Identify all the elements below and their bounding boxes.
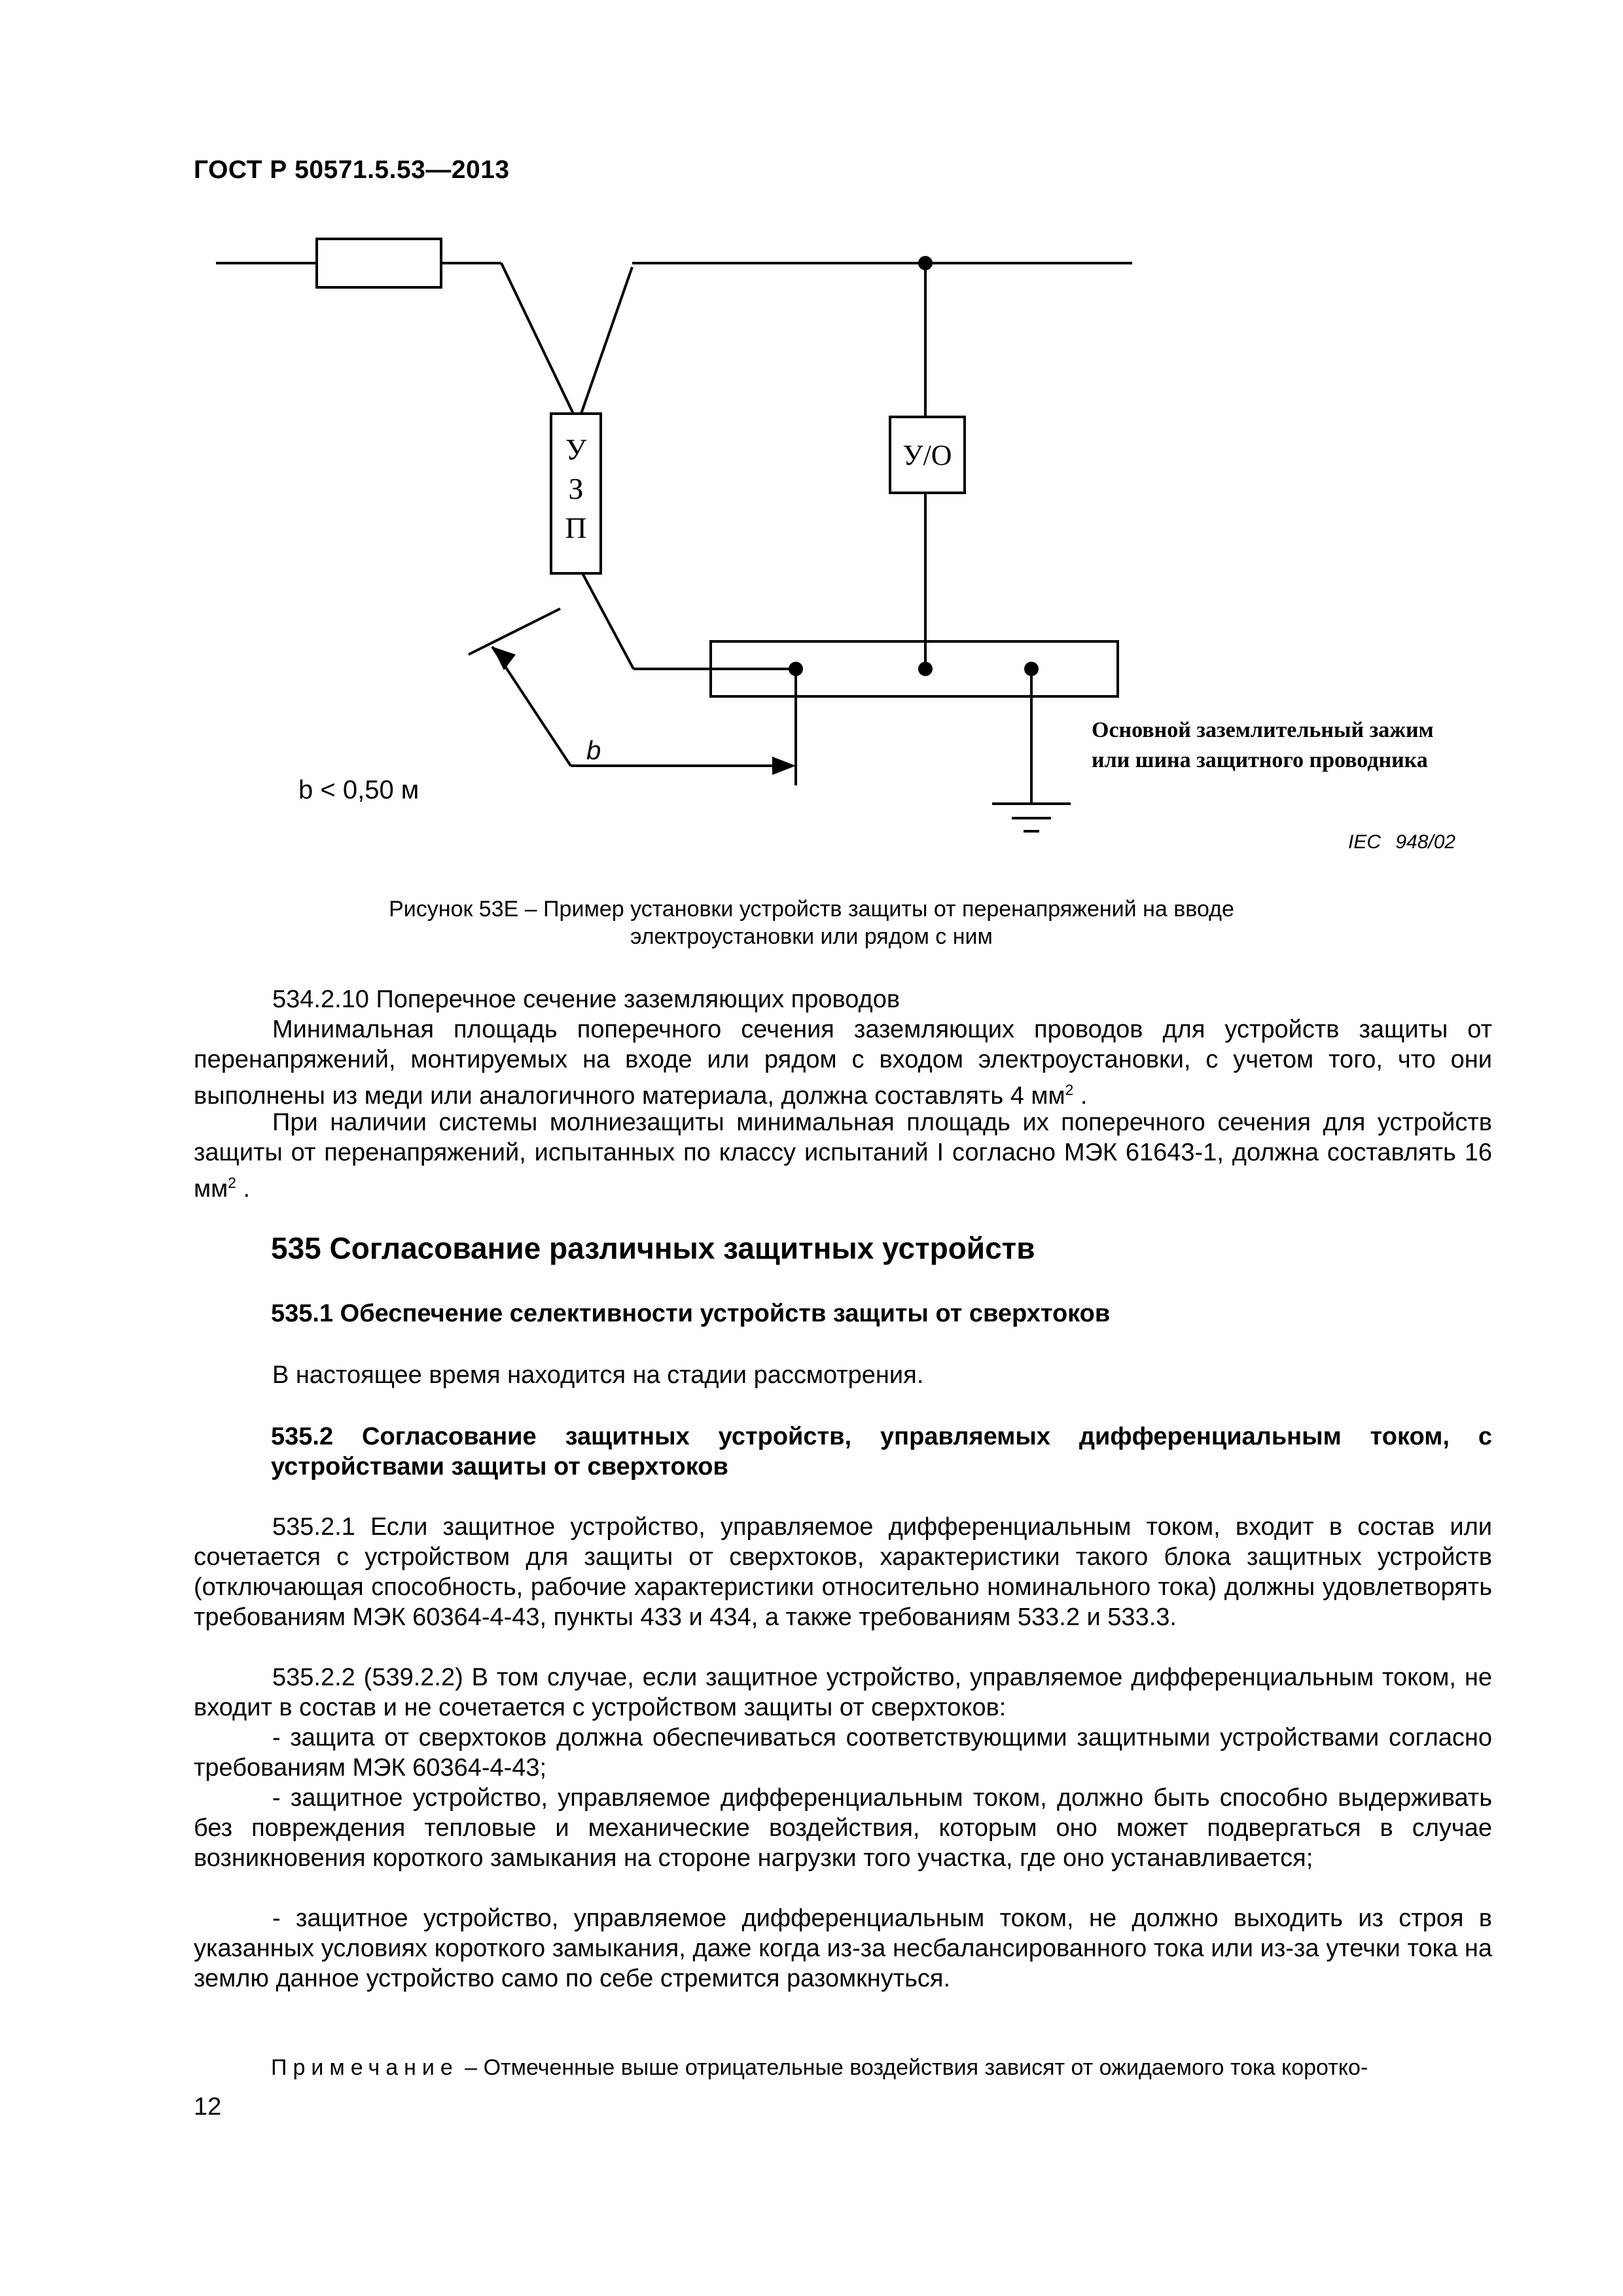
- clause-title-534-2-10: 534.2.10 Поперечное сечение заземляющих проводов: [272, 986, 901, 1013]
- document-id: ГОСТ Р 50571.5.53—2013: [194, 156, 510, 184]
- list-item: - защитное устройство, управляемое дифференциальным током, не должно выходить из строя в указанных условиях короткого замыкания, даже когда из-за несбалансированного тока или из-за утечки тока на землю данное устройство само по себе стремится разомкнуться.: [194, 1905, 1492, 1992]
- subsection-heading-535-1: 535.1 Обеспечение селективности устройств защиты от сверхтоков: [271, 1300, 1111, 1327]
- distance-condition: b < 0,50 м: [298, 776, 419, 804]
- equipment-label: У/О: [902, 439, 952, 471]
- distance-label: b: [586, 736, 601, 765]
- spd-return-line: [581, 267, 632, 414]
- paragraph-535-2-1: 535.2.1 Если защитное устройство, управляемое дифференциальным током, входит в состав или сочетается с устройством для защиты от сверхтоков, характеристики такого блока защитных устройств (отключающая способность, рабочие характеристики относительно номинального тока) должны удовлетворять требованиям МЭК 60364-4-43, пункты 433 и 434, а также требованиям 533.2 и 533.3.: [194, 1513, 1492, 1631]
- note: [271, 2055, 1368, 2081]
- spd-label-2: З: [568, 472, 584, 505]
- terminal-label-line2: или шина защитного проводника: [1092, 748, 1428, 772]
- arrow-head-right: [772, 757, 796, 775]
- spd-feed-line: [501, 263, 573, 414]
- subsection-heading-535-2: 535.2 Согласование защитных устройств, управляемых дифференциальным током, с устройствами защиты от сверхтоков: [271, 1423, 1492, 1480]
- page-number: 12: [194, 2093, 222, 2121]
- spd-installation-diagram: [0, 0, 1623, 903]
- paragraph-534-2-10-p1: Минимальная площадь поперечного сечения заземляющих проводов для устройств защиты от перенапряжений, монтируемых на входе или рядом с входом электроустановки, с учетом того, что они выполнены из меди или аналогичного материала, должна составлять 4 $мм^2$ .: [194, 1016, 1492, 1110]
- fuse-symbol: [317, 239, 441, 287]
- paragraph-534-2-10-p2: При наличии системы молниезащиты минимальная площадь их поперечного сечения для устройств защиты от перенапряжений, испытанных по классу испытаний I согласно МЭК 61643-1, должна составлять 16 $мм^2$ .: [194, 1109, 1492, 1203]
- junction-dot: [789, 662, 803, 676]
- arrow-head-upper: [492, 647, 516, 670]
- list-item: - защита от сверхтоков должна обеспечиваться соответствующими защитными устройствами согласно требованиям МЭК 60364-4-43;: [194, 1724, 1492, 1782]
- junction-dot: [918, 256, 933, 270]
- terminal-label-line1: Основной заземлительный зажим: [1092, 718, 1434, 742]
- paragraph-535-1: В настоящее время находится на стадии рассмотрения.: [272, 1361, 924, 1389]
- distance-extension-line: [469, 609, 560, 655]
- iec-reference: IEC 948/02: [1348, 831, 1456, 853]
- junction-dot: [918, 662, 933, 676]
- junction-dot: [1024, 662, 1039, 676]
- note-text: – Отмеченные выше отрицательные воздействия зависят от ожидаемого тока коротко-: [458, 2055, 1368, 2080]
- section-heading-535: 535 Согласование различных защитных устройств: [271, 1231, 1035, 1265]
- spd-label-1: У: [565, 433, 587, 466]
- list-item: - защитное устройство, управляемое дифференциальным током, должно быть способно выдерживать без повреждения тепловые и механические воздействия, которым оно может подвергаться в случае возникновения короткого замыкания на стороне нагрузки того участка, где оно устанавливается;: [194, 1784, 1492, 1872]
- spd-label-3: П: [565, 511, 587, 545]
- caption-line-2: электроустановки или рядом с ним: [630, 924, 993, 949]
- caption-line-1: Рисунок 53Е – Пример установки устройств защиты от перенапряжений на вводе: [389, 897, 1234, 922]
- note-label: Примечание: [271, 2055, 459, 2080]
- paragraph-535-2-2: 535.2.2 (539.2.2) В том случае, если защитное устройство, управляемое дифференциальным током, не входит в состав и не сочетается с устройством защиты от сверхтоков:: [194, 1664, 1492, 1721]
- figure-caption: [262, 895, 1361, 950]
